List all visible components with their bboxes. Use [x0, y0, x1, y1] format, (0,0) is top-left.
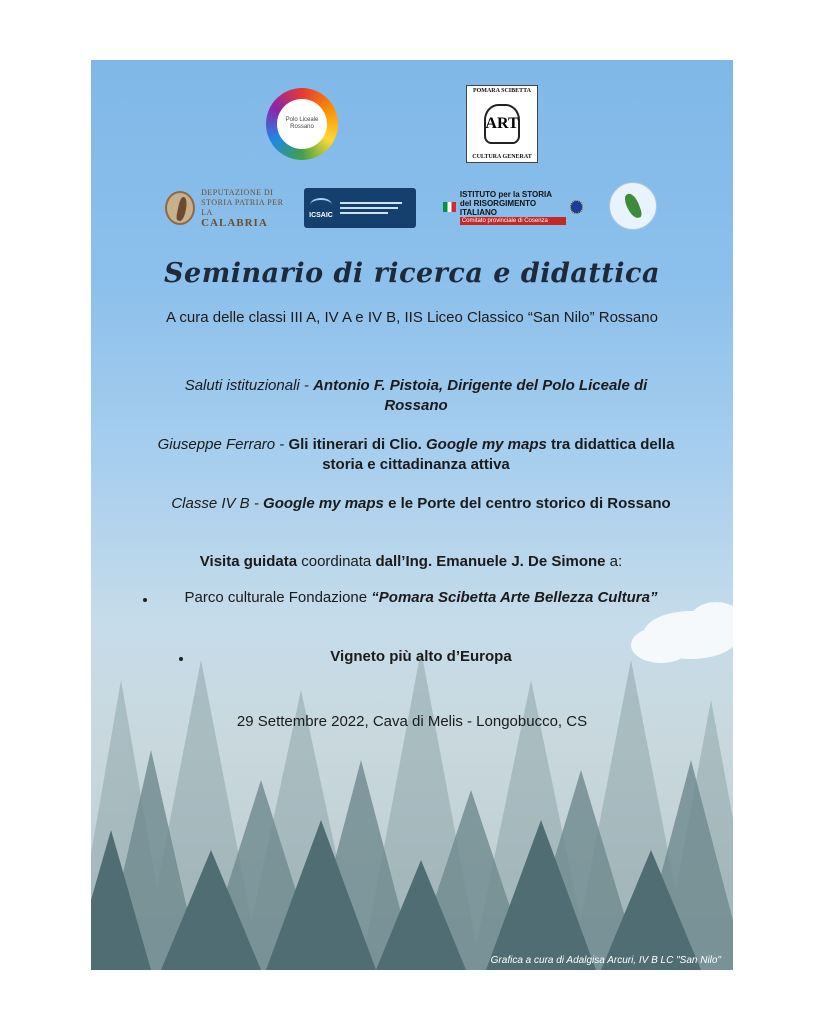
- calabria-emblem-icon: [165, 191, 195, 225]
- fondazione-logo: [466, 85, 538, 163]
- icsaic-lines: [340, 202, 402, 214]
- icsaic-name: ICSAIC: [309, 211, 333, 219]
- italian-flag-icon: [443, 202, 456, 212]
- talk-ferraro: [151, 435, 681, 475]
- fondazione-logo-bottom: CULTURA GENERAT: [472, 154, 532, 160]
- event-date-location: 29 Settembre 2022, Cava di Melis - Longobucco, CS: [236, 713, 588, 730]
- polo-logo-inner: [277, 99, 327, 149]
- italy-map-logo: [609, 182, 657, 230]
- saluti-istituzionali: [151, 376, 681, 416]
- icsaic-line: [340, 202, 402, 204]
- visita-guidata: [121, 553, 701, 570]
- visita-t1: Visita guidata: [199, 553, 298, 570]
- polo-liceale-logo: [266, 88, 338, 160]
- poster: [91, 60, 733, 970]
- waves-icon: [310, 198, 332, 212]
- istituto-text: [460, 190, 566, 225]
- classe-title-1: Google my maps: [263, 495, 384, 512]
- icsaic-line: [340, 212, 388, 214]
- fondazione-logo-mark: ART: [484, 104, 520, 144]
- classe-title-2: e le Porte del centro storico di Rossano: [383, 495, 671, 512]
- deputazione-line1: DEPUTAZIONE DI: [201, 188, 274, 197]
- visita-t3: dall’Ing. Emanuele J. De Simone: [375, 553, 606, 570]
- list-item: [151, 588, 691, 608]
- parco-t1: Parco culturale Fondazione: [184, 589, 372, 606]
- icsaic-mark: [308, 198, 334, 219]
- ferraro-title-3: tra didattica della storia e cittadinanza attiva: [322, 436, 675, 473]
- fondazione-logo-top: POMARA SCIBETTA: [472, 88, 532, 94]
- graphic-credit: Grafica a cura di Adalgisa Arcuri, IV B LC "San Nilo": [490, 955, 721, 966]
- saluti-text: Antonio F. Pistoia, Dirigente del Polo Liceale di Rossano: [313, 377, 648, 414]
- deputazione-logo: [165, 188, 285, 228]
- ferraro-title-2: Google my maps: [426, 436, 547, 453]
- saluti-label: Saluti istituzionali -: [184, 377, 314, 394]
- icsaic-logo: [304, 188, 416, 228]
- talk-classe: [121, 494, 721, 514]
- deputazione-line2: STORIA PATRIA PER LA: [201, 198, 284, 217]
- ferraro-title-1: Gli itinerari di Clio.: [288, 436, 426, 453]
- seminar-title: Seminario di ricerca e didattica: [164, 258, 660, 289]
- visita-t2: coordinata: [297, 553, 376, 570]
- deputazione-text: [201, 188, 285, 228]
- polo-logo-line2: Rossano: [290, 124, 314, 130]
- list-item: [151, 648, 691, 665]
- classe-speaker: Classe IV B -: [171, 495, 264, 512]
- seminar-subtitle: A cura delle classi III A, IV A e IV B, IIS Liceo Classico “San Nilo” Rossano: [166, 309, 658, 326]
- istituto-line2: del RISORGIMENTO ITALIANO: [459, 198, 537, 217]
- deputazione-line3: CALABRIA: [201, 217, 268, 229]
- istituto-line1: ISTITUTO per la STORIA: [459, 189, 553, 199]
- bullet-dot: [143, 598, 147, 602]
- ferraro-speaker: Giuseppe Ferraro -: [157, 436, 289, 453]
- icsaic-line: [340, 207, 398, 209]
- istituto-line3: Comitato provinciale di Cosenza: [460, 217, 566, 225]
- parco-t2: “Pomara Scibetta Arte Bellezza Cultura”: [371, 589, 658, 606]
- istituto-risorgimento-logo: [443, 189, 583, 224]
- eu-flag-icon: [570, 200, 583, 214]
- polo-logo-line1: Polo Liceale: [285, 117, 319, 123]
- vigneto-t1: Vigneto più alto d’Europa: [330, 648, 512, 665]
- visita-t4: a:: [605, 553, 623, 570]
